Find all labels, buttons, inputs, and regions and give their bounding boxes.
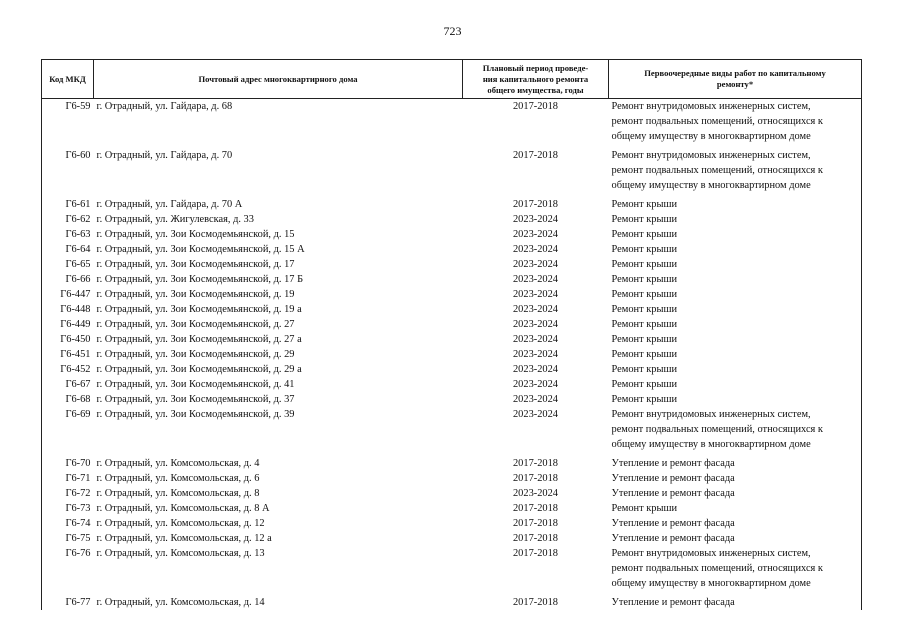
cell-period: 2023-2024: [512, 243, 559, 255]
works-line: Ремонт крыши: [611, 273, 678, 285]
cell-code: Г6-62: [42, 212, 94, 227]
cell-address: г. Отрадный, ул. Зои Космодемьянской, д. 29 а: [96, 363, 302, 375]
cell-address: г. Отрадный, ул. Зои Космодемьянской, д. 17: [96, 258, 295, 270]
cell-works: [609, 595, 862, 610]
cell-address: г. Отрадный, ул. Зои Космодемьянской, д. 27 а: [96, 333, 302, 345]
cell-code: Г6-447: [42, 287, 94, 302]
cell-works: [609, 317, 862, 332]
cell-period: 2023-2024: [512, 318, 559, 330]
works-line: Ремонт внутридомовых инженерных систем,: [611, 149, 811, 161]
cell-period: 2017-2018: [512, 198, 559, 210]
cell-code: Г6-75: [42, 531, 94, 546]
cell-address: г. Отрадный, ул. Комсомольская, д. 13: [96, 547, 265, 559]
cell-code: Г6-448: [42, 302, 94, 317]
cell-address: г. Отрадный, ул. Зои Космодемьянской, д. 19 а: [96, 303, 302, 315]
header-works-line: Первоочередные виды работ по капитальному: [644, 68, 826, 78]
cell-address: г. Отрадный, ул. Комсомольская, д. 8: [96, 487, 260, 499]
cell-works: [609, 362, 862, 377]
cell-address: г. Отрадный, ул. Зои Космодемьянской, д. 19: [96, 288, 295, 300]
cell-period: 2023-2024: [512, 303, 559, 315]
works-line: Ремонт крыши: [611, 502, 678, 514]
cell-works: [609, 227, 862, 242]
cell-address: г. Отрадный, ул. Гайдара, д. 70: [96, 149, 233, 161]
cell-period: 2023-2024: [512, 487, 559, 499]
table-row: [42, 362, 862, 377]
table-row: [42, 407, 862, 456]
cell-address: г. Отрадный, ул. Комсомольская, д. 14: [96, 596, 265, 608]
table-row: [42, 227, 862, 242]
works-line: общему имуществу в многоквартирном доме: [611, 577, 811, 589]
cell-code: Г6-68: [42, 392, 94, 407]
cell-works: [609, 212, 862, 227]
cell-period: 2023-2024: [512, 228, 559, 240]
cell-code: Г6-77: [42, 595, 94, 610]
cell-code: Г6-64: [42, 242, 94, 257]
cell-works: [609, 287, 862, 302]
cell-works: [609, 257, 862, 272]
header-period: [463, 60, 609, 99]
works-line: ремонт подвальных помещений, относящихся к: [611, 164, 823, 176]
cell-period: 2023-2024: [512, 378, 559, 390]
table-row: [42, 595, 862, 610]
table-row: [42, 212, 862, 227]
cell-works: [609, 99, 862, 148]
cell-works: [609, 531, 862, 546]
table-row: [42, 456, 862, 471]
works-line: Утепление и ремонт фасада: [611, 532, 735, 544]
cell-works: [609, 242, 862, 257]
table-header-row: [42, 60, 862, 99]
cell-works: [609, 197, 862, 212]
cell-code: Г6-67: [42, 377, 94, 392]
table-row: [42, 332, 862, 347]
cell-address: г. Отрадный, ул. Комсомольская, д. 8 А: [96, 502, 270, 514]
works-line: Утепление и ремонт фасада: [611, 596, 735, 608]
cell-works: [609, 347, 862, 362]
table-row: [42, 257, 862, 272]
cell-period: 2023-2024: [512, 363, 559, 375]
cell-code: Г6-449: [42, 317, 94, 332]
works-line: Ремонт крыши: [611, 333, 678, 345]
table-row: [42, 197, 862, 212]
table-row: [42, 531, 862, 546]
cell-period: 2017-2018: [512, 596, 559, 608]
table-row: [42, 272, 862, 287]
cell-works: [609, 471, 862, 486]
cell-period: 2017-2018: [512, 532, 559, 544]
cell-period: 2023-2024: [512, 348, 559, 360]
cell-period: 2023-2024: [512, 393, 559, 405]
housing-register-table: [41, 59, 862, 610]
works-line: общему имуществу в многоквартирном доме: [611, 438, 811, 450]
cell-works: [609, 332, 862, 347]
works-line: Ремонт крыши: [611, 378, 678, 390]
works-line: Ремонт внутридомовых инженерных систем,: [611, 101, 811, 112]
table-row: [42, 302, 862, 317]
table-row: [42, 287, 862, 302]
works-line: Ремонт крыши: [611, 318, 678, 330]
table-row: [42, 99, 862, 148]
works-line: ремонт подвальных помещений, относящихся к: [611, 562, 823, 574]
cell-period: 2017-2018: [512, 101, 559, 112]
table-row: [42, 471, 862, 486]
cell-address: г. Отрадный, ул. Комсомольская, д. 12 а: [96, 532, 272, 544]
table-row: [42, 347, 862, 362]
header-period-line: Плановый период проведе-: [482, 62, 589, 73]
cell-code: Г6-450: [42, 332, 94, 347]
cell-works: [609, 501, 862, 516]
cell-code: Г6-451: [42, 347, 94, 362]
table-row: [42, 317, 862, 332]
table-row: [42, 516, 862, 531]
cell-code: Г6-66: [42, 272, 94, 287]
cell-address: г. Отрадный, ул. Комсомольская, д. 4: [96, 457, 260, 469]
cell-works: [609, 407, 862, 456]
table-row: [42, 148, 862, 197]
cell-address: г. Отрадный, ул. Зои Космодемьянской, д. 41: [96, 378, 295, 390]
cell-address: г. Отрадный, ул. Комсомольская, д. 12: [96, 517, 265, 529]
table-row: [42, 377, 862, 392]
cell-works: [609, 486, 862, 501]
works-line: Утепление и ремонт фасада: [611, 457, 735, 469]
cell-code: Г6-63: [42, 227, 94, 242]
works-line: общему имуществу в многоквартирном доме: [611, 131, 811, 142]
cell-period: 2017-2018: [512, 502, 559, 514]
cell-code: Г6-74: [42, 516, 94, 531]
cell-code: Г6-452: [42, 362, 94, 377]
works-line: Ремонт крыши: [611, 363, 678, 375]
cell-works: [609, 456, 862, 471]
table-row: [42, 392, 862, 407]
table-row: [42, 242, 862, 257]
cell-address: г. Отрадный, ул. Зои Космодемьянской, д. 15: [96, 228, 295, 240]
works-line: Ремонт внутридомовых инженерных систем,: [611, 408, 811, 420]
cell-address: г. Отрадный, ул. Зои Космодемьянской, д. 15 А: [96, 243, 305, 255]
works-line: Утепление и ремонт фасада: [611, 472, 735, 484]
cell-code: Г6-73: [42, 501, 94, 516]
cell-period: 2017-2018: [512, 472, 559, 484]
cell-address: г. Отрадный, ул. Зои Космодемьянской, д. 37: [96, 393, 295, 405]
cell-address: г. Отрадный, ул. Зои Космодемьянской, д. 17 Б: [96, 273, 304, 285]
cell-period: 2023-2024: [512, 213, 559, 225]
header-works: [609, 60, 862, 99]
header-code: Код МКД: [42, 60, 94, 99]
cell-period: 2023-2024: [512, 288, 559, 300]
header-works-line: ремонту*: [716, 79, 754, 89]
works-line: Ремонт крыши: [611, 393, 678, 405]
cell-period: 2017-2018: [512, 517, 559, 529]
works-line: Ремонт крыши: [611, 303, 678, 315]
cell-code: Г6-70: [42, 456, 94, 471]
cell-code: Г6-61: [42, 197, 94, 212]
works-line: Утепление и ремонт фасада: [611, 517, 735, 529]
cell-works: [609, 377, 862, 392]
cell-address: г. Отрадный, ул. Зои Космодемьянской, д. 29: [96, 348, 295, 360]
table-row: [42, 486, 862, 501]
cell-code: Г6-59: [42, 99, 94, 148]
cell-address: г. Отрадный, ул. Зои Космодемьянской, д. 39: [96, 408, 295, 420]
cell-works: [609, 516, 862, 531]
works-line: Ремонт крыши: [611, 288, 678, 300]
table-body: [42, 99, 862, 610]
cell-address: г. Отрадный, ул. Гайдара, д. 70 А: [96, 198, 243, 210]
page-number: 723: [443, 24, 462, 38]
works-line: ремонт подвальных помещений, относящихся к: [611, 116, 823, 127]
cell-code: Г6-71: [42, 471, 94, 486]
cell-code: Г6-60: [42, 148, 94, 197]
cell-works: [609, 392, 862, 407]
cell-works: [609, 272, 862, 287]
table-row: [42, 546, 862, 595]
cell-period: 2023-2024: [512, 273, 559, 285]
cell-period: 2017-2018: [512, 457, 559, 469]
header-address: Почтовый адрес многоквартирного дома: [94, 60, 463, 99]
cell-period: 2023-2024: [512, 408, 559, 420]
cell-works: [609, 302, 862, 317]
cell-works: [609, 148, 862, 197]
works-line: Ремонт крыши: [611, 243, 678, 255]
works-line: Ремонт крыши: [611, 348, 678, 360]
cell-period: 2023-2024: [512, 333, 559, 345]
header-period-line: ния капитального ремонта: [482, 73, 589, 84]
cell-period: 2023-2024: [512, 258, 559, 270]
cell-address: г. Отрадный, ул. Жигулевская, д. 33: [96, 213, 254, 225]
works-line: Ремонт внутридомовых инженерных систем,: [611, 547, 811, 559]
works-line: Ремонт крыши: [611, 198, 678, 210]
cell-address: г. Отрадный, ул. Комсомольская, д. 6: [96, 472, 260, 484]
cell-code: Г6-69: [42, 407, 94, 456]
cell-period: 2017-2018: [512, 547, 559, 559]
cell-code: Г6-72: [42, 486, 94, 501]
cell-address: г. Отрадный, ул. Зои Космодемьянской, д. 27: [96, 318, 295, 330]
works-line: Ремонт крыши: [611, 258, 678, 270]
cell-address: г. Отрадный, ул. Гайдара, д. 68: [96, 101, 233, 112]
works-line: Утепление и ремонт фасада: [611, 487, 735, 499]
works-line: Ремонт крыши: [611, 228, 678, 240]
cell-code: Г6-65: [42, 257, 94, 272]
table-row: [42, 501, 862, 516]
works-line: ремонт подвальных помещений, относящихся к: [611, 423, 823, 435]
header-period-line: общего имущества, годы: [487, 84, 584, 95]
cell-period: 2017-2018: [512, 149, 559, 161]
cell-code: Г6-76: [42, 546, 94, 595]
works-line: общему имуществу в многоквартирном доме: [611, 179, 811, 191]
cell-works: [609, 546, 862, 595]
works-line: Ремонт крыши: [611, 213, 678, 225]
